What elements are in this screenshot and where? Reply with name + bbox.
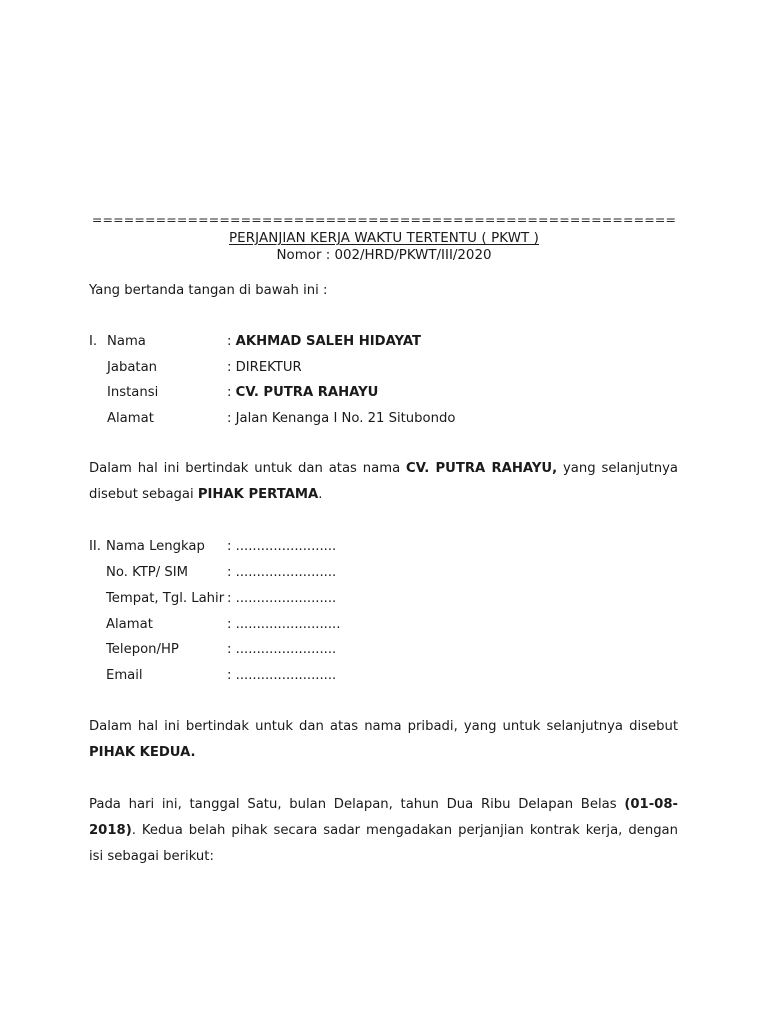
field-value: : ........................ [227,668,337,683]
party-one-numeral: I. [89,334,98,349]
header-rule: ======================================================= [91,212,677,227]
field-value: : AKHMAD SALEH HIDAYAT [227,334,422,349]
party-two-row-phone [106,642,666,662]
intro-text: Yang bertanda tangan di bawah ini : [89,283,328,298]
field-value: : DIREKTUR [227,360,302,375]
field-label: No. KTP/ SIM [106,565,188,580]
party-two-statement: Dalam hal ini bertindak untuk dan atas nama pribadi, yang untuk selanjutnya disebut PIHAK KEDUA. [89,719,678,760]
party-one-row-name [107,334,667,354]
party-two-row-birth [106,591,666,611]
party-two-row-email [106,668,666,688]
party-two-row-id [106,565,666,585]
field-value: : ........................ [227,539,337,554]
field-label: Tempat, Tgl. Lahir [106,591,225,606]
field-label: Email [106,668,143,683]
field-label: Alamat [107,411,154,426]
party-one-row-position [107,360,667,380]
field-label: Nama Lengkap [106,539,205,554]
field-label: Jabatan [107,360,158,375]
party-two-row-fullname [89,539,669,559]
party-two-row-address [106,617,666,637]
party-one-statement: Dalam hal ini bertindak untuk dan atas nama CV. PUTRA RAHAYU, yang selanjutnya disebut sebagai PIHAK PERTAMA. [89,461,678,502]
party-one-row-address [107,411,667,431]
field-value: : Jalan Kenanga I No. 21 Situbondo [227,411,456,426]
party-two-numeral: II. [89,539,101,554]
field-label: Alamat [106,617,153,632]
field-value: : CV. PUTRA RAHAYU [227,385,379,400]
party-one-row-institution [107,385,667,405]
field-label: Nama [107,334,146,349]
field-value: : ......................... [227,617,341,632]
document-number: Nomor : 002/HRD/PKWT/III/2020 [276,248,492,263]
field-value: : ........................ [227,642,337,657]
document-title: PERJANJIAN KERJA WAKTU TERTENTU ( PKWT ) [228,231,539,246]
closing-paragraph: Pada hari ini, tanggal Satu, bulan Delapan, tahun Dua Ribu Delapan Belas (01-08-2018). Kedua belah pihak secara sadar mengadakan perjanjian kontrak kerja, dengan isi sebagai berikut: [89,797,678,864]
field-label: Instansi [107,385,159,400]
field-value: : ........................ [227,565,337,580]
field-label: Telepon/HP [106,642,179,657]
field-value: : ........................ [227,591,337,606]
